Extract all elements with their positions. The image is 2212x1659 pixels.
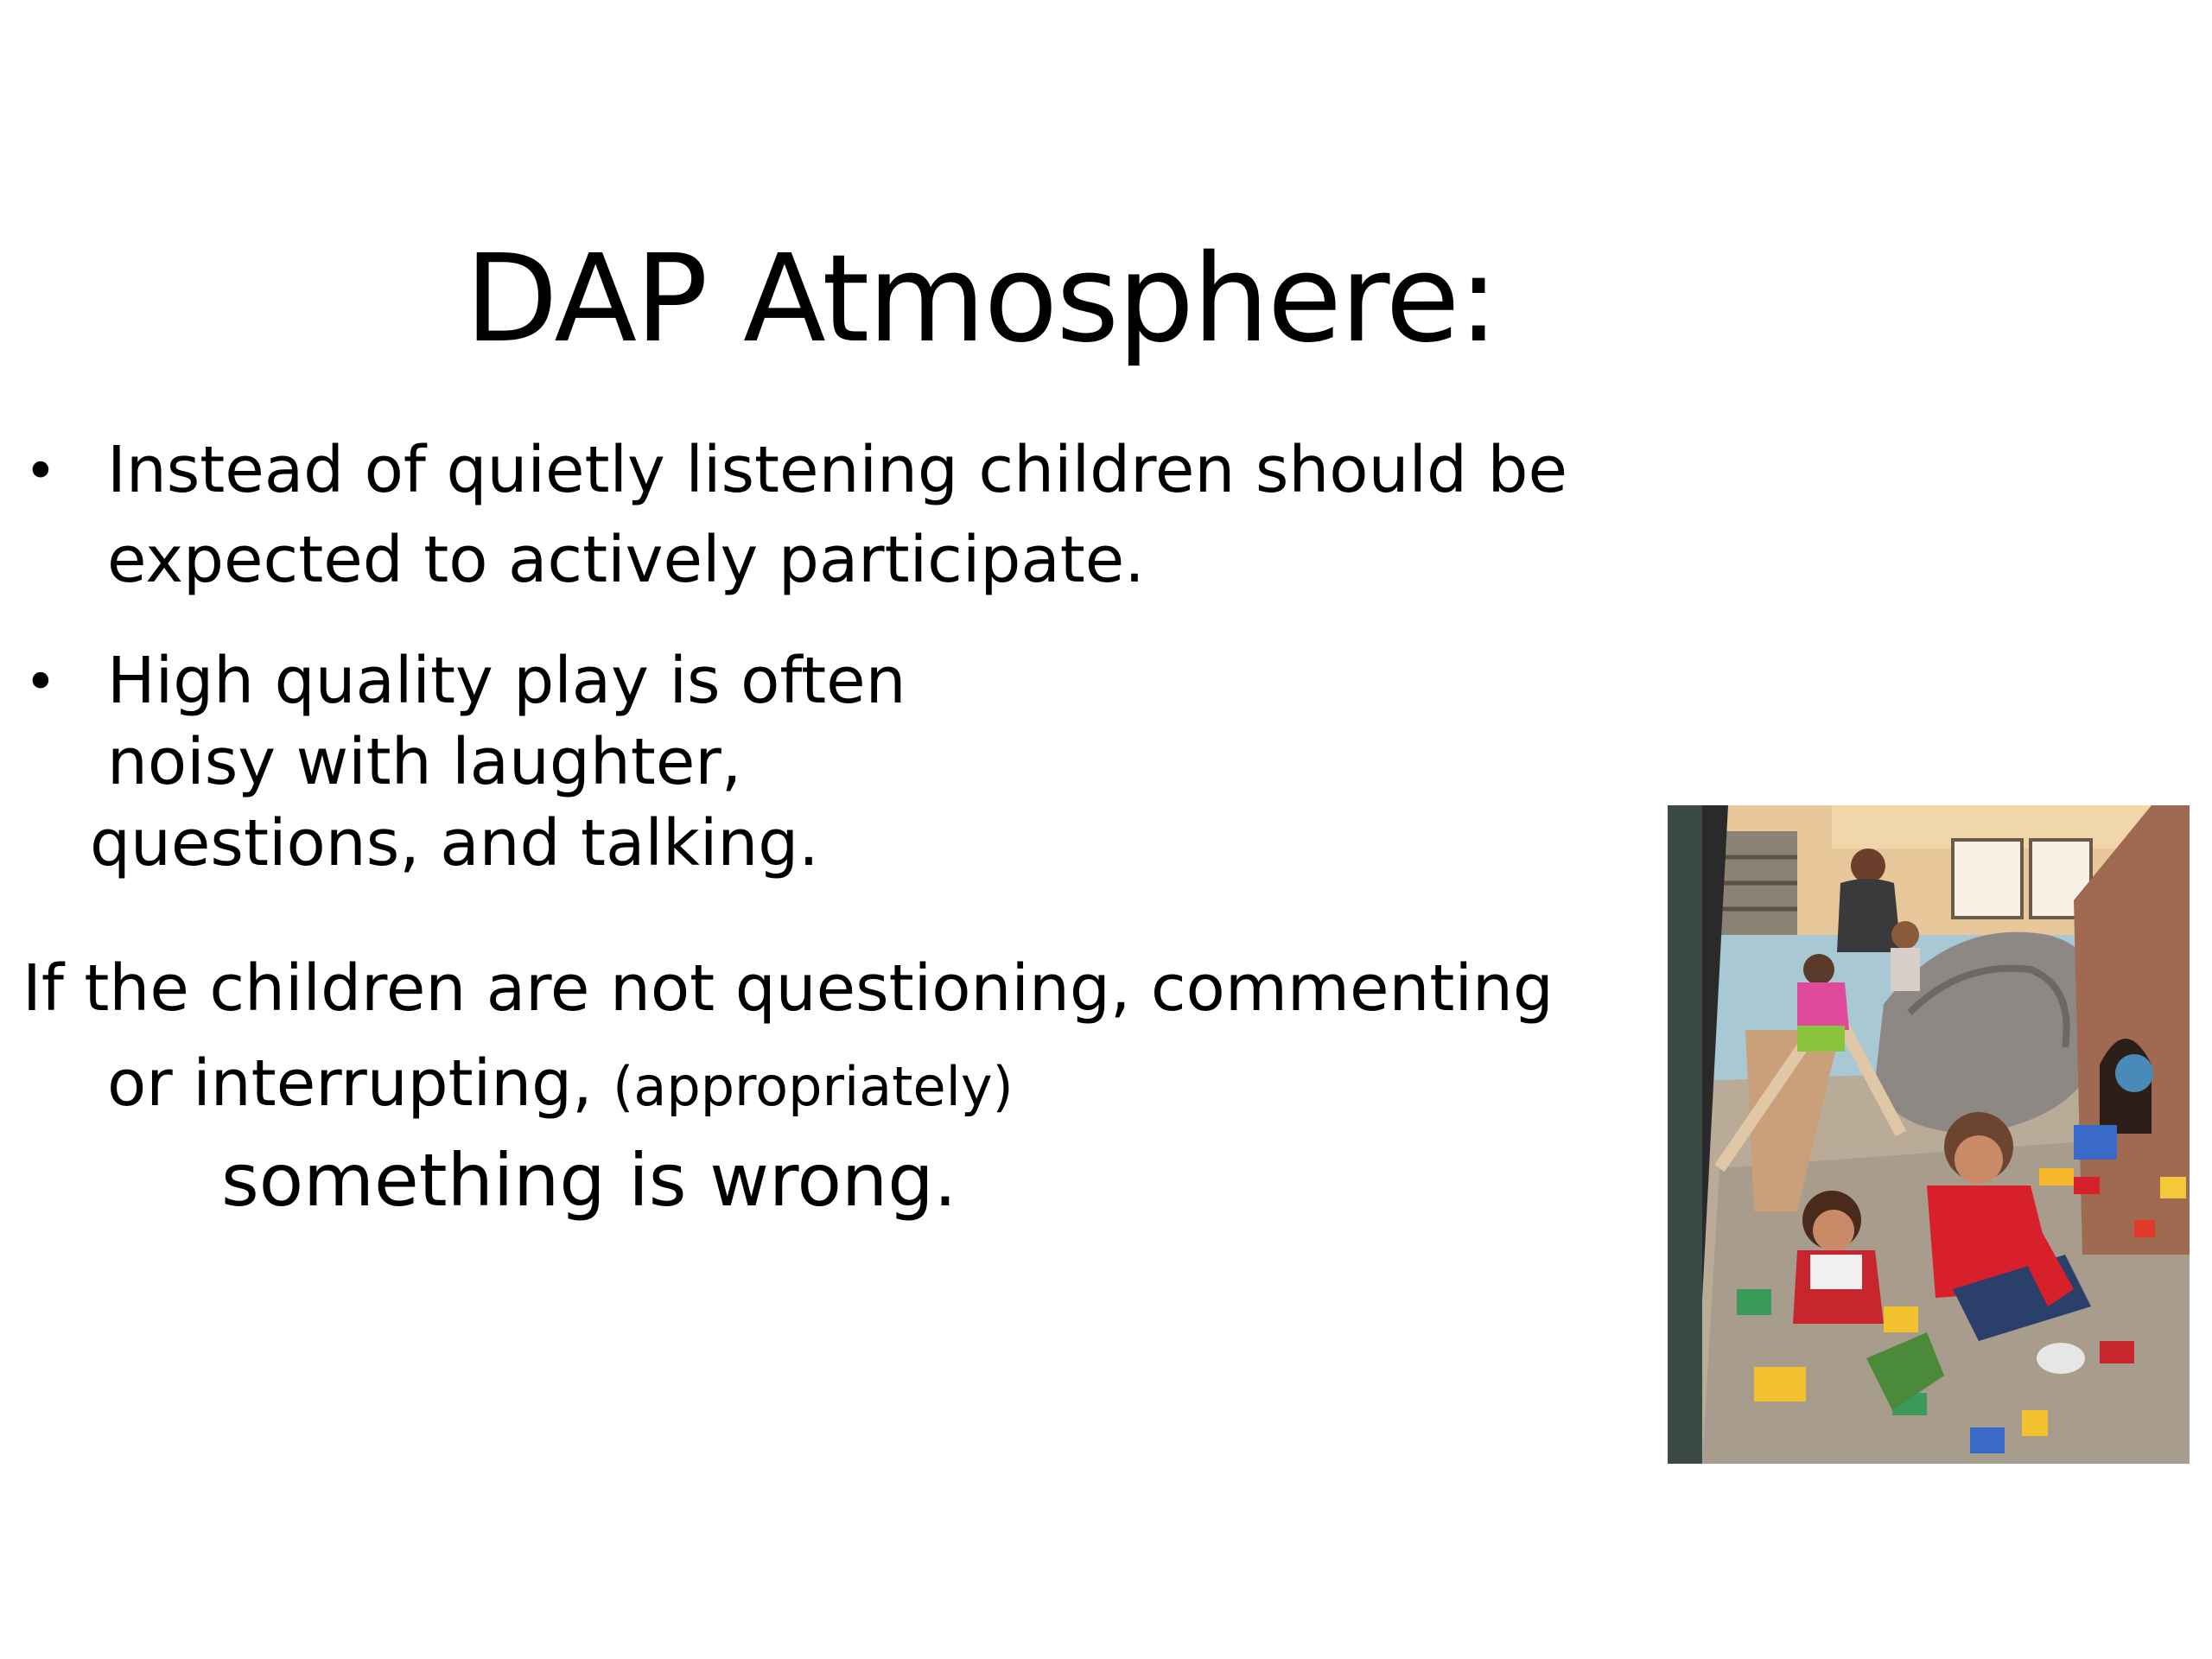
closing-line-3: something is wrong. — [221, 1138, 957, 1223]
bullet-marker: • — [24, 651, 57, 715]
bullet-marker: • — [24, 440, 57, 504]
closing-line-2 — [107, 1042, 1014, 1128]
bullet-2-line-3: questions, and talking. — [90, 806, 819, 880]
classroom-photo — [1668, 805, 2190, 1464]
bullet-2-line-2: noisy with laughter, — [107, 725, 742, 799]
slide-title: DAP Atmosphere: — [465, 229, 1497, 370]
closing-line-2-aside: (appropriately) — [613, 1055, 1014, 1118]
bullet-1-line-2: expected to actively participate. — [107, 523, 1145, 597]
closing-line-1: If the children are not questioning, commenting — [22, 951, 1554, 1026]
bullet-2-line-1: High quality play is often — [107, 644, 906, 718]
bullet-1-line-1: Instead of quietly listening children should be — [107, 433, 1568, 507]
closing-line-2-main: or interrupting, — [107, 1046, 593, 1121]
